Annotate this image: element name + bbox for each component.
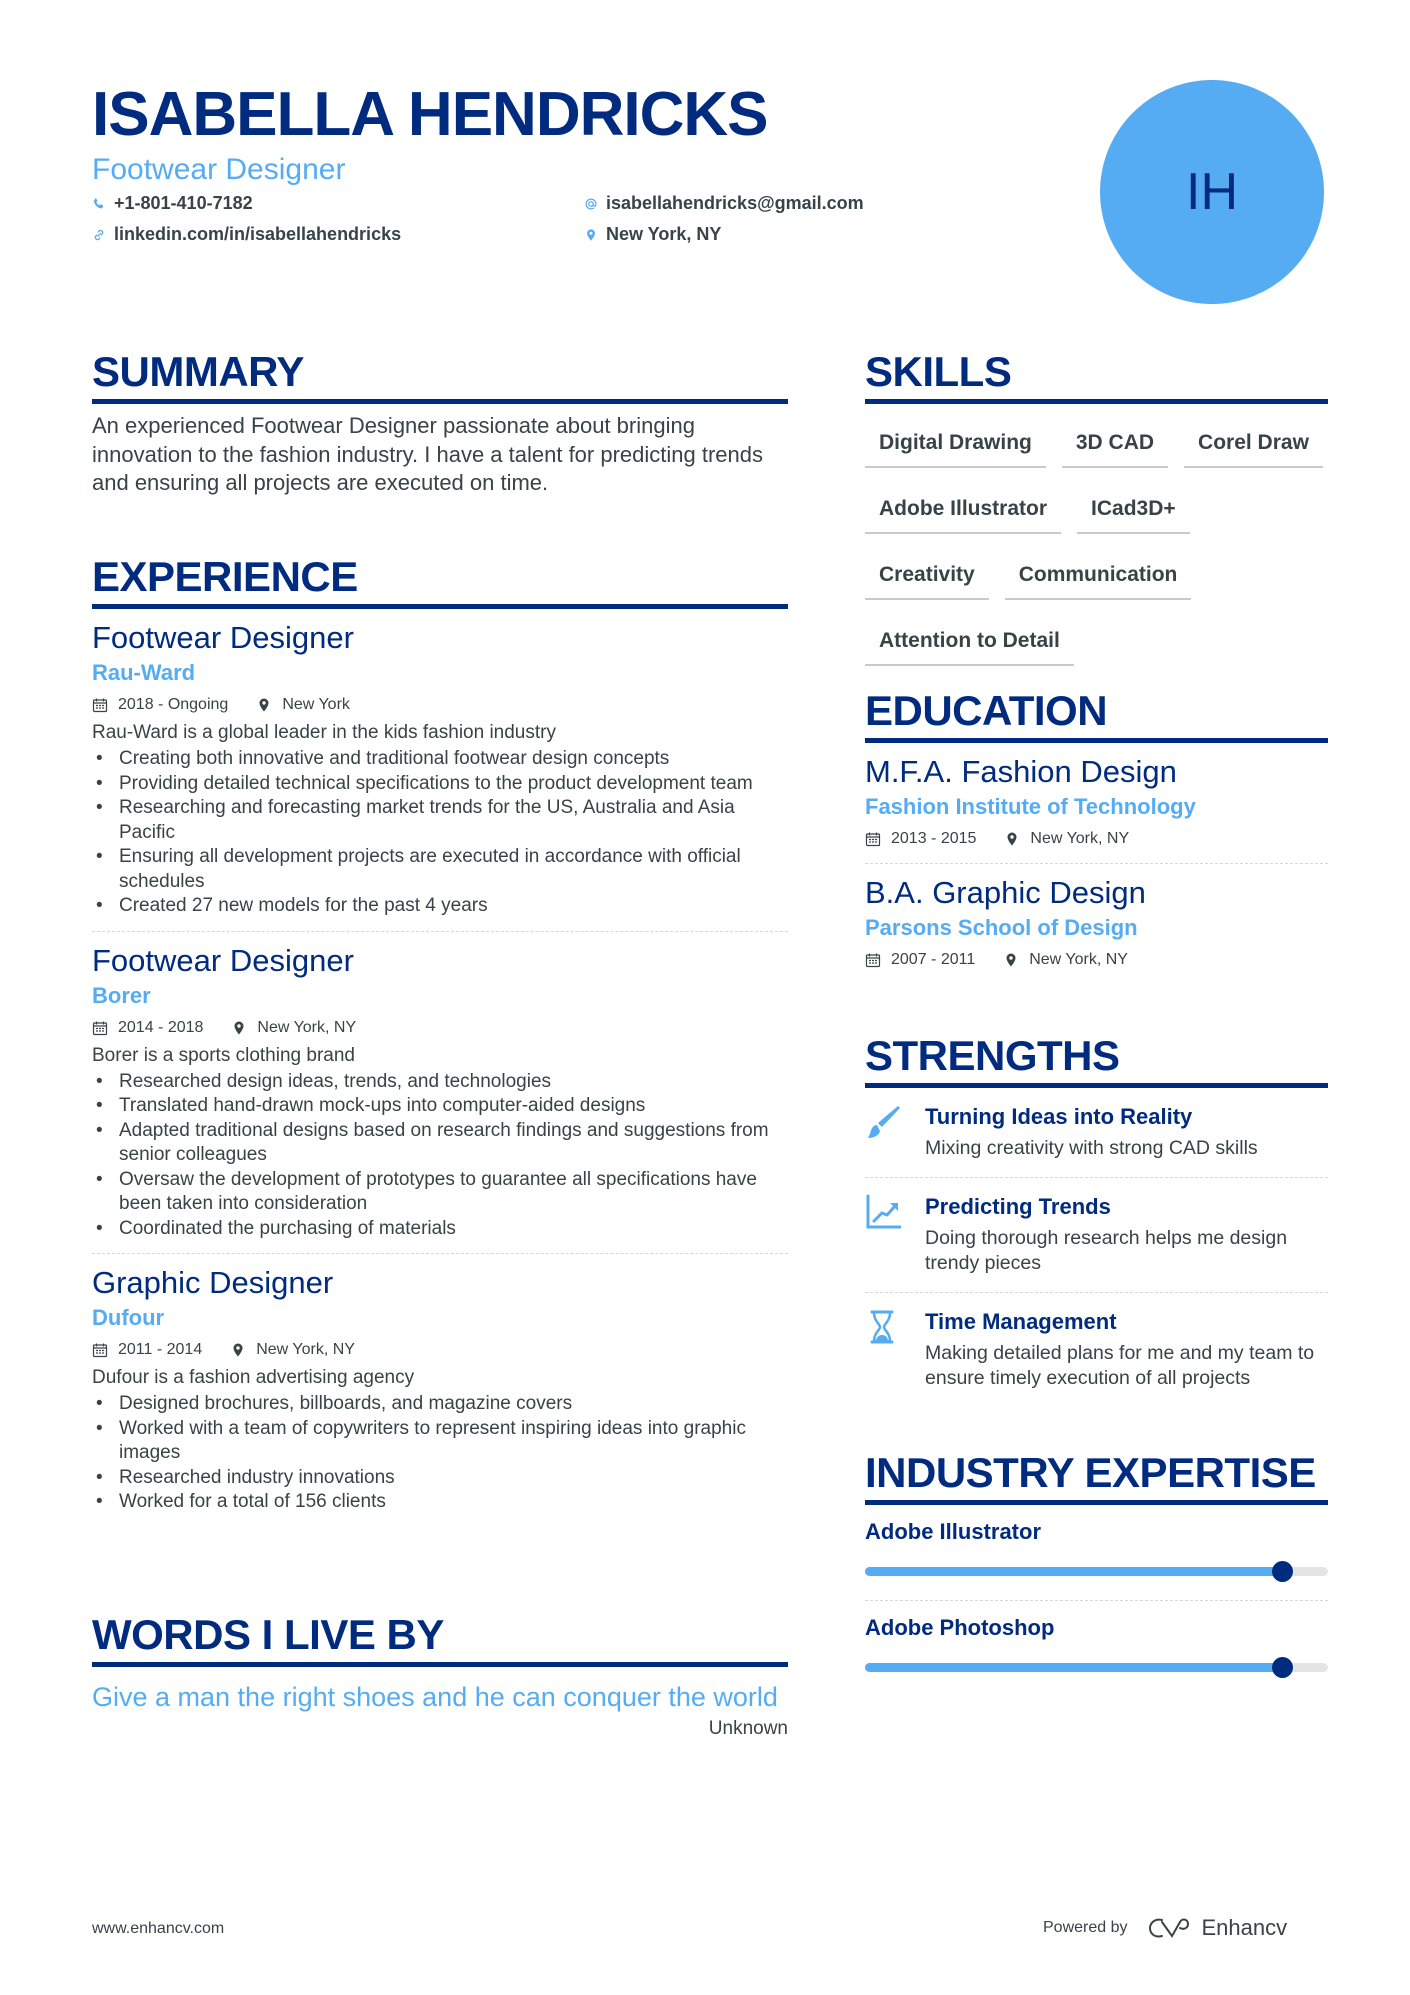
hourglass-icon [865, 1309, 901, 1345]
skill-tag: Corel Draw [1184, 422, 1323, 468]
skill-tag: Adobe Illustrator [865, 488, 1061, 534]
edu-dates: 2013 - 2015 [891, 830, 977, 847]
job-title: Footwear Designer [92, 942, 354, 978]
job-bullet: • Creating both innovative and traditional footwear design concepts [92, 747, 788, 772]
at-icon [584, 197, 598, 211]
edu-location: New York, NY [1029, 951, 1128, 968]
edu-school: Parsons School of Design [865, 915, 1138, 940]
edu-meta [865, 946, 1328, 974]
education-section [865, 686, 1328, 984]
edu-degree: B.A. Graphic Design [865, 875, 1146, 910]
words-section [92, 1610, 788, 1743]
expertise-item [865, 1601, 1328, 1696]
skills-list [865, 404, 1328, 686]
strength-item [865, 1178, 1328, 1293]
calendar-icon [865, 952, 881, 968]
enhancv-logo[interactable] [1148, 1915, 1288, 1941]
job-company: Dufour [92, 1305, 165, 1330]
footer-powered-by [1043, 1915, 1287, 1941]
job-dates: 2011 - 2014 [118, 1341, 203, 1358]
quote-text: Give a man the right shoes and he can conquer the world [92, 1682, 778, 1712]
job-bullet: • Designed brochures, billboards, and magazine covers [92, 1392, 788, 1417]
job-bullets [92, 747, 788, 919]
job-meta [92, 1014, 788, 1042]
job-bullets [92, 1070, 788, 1242]
contact-email[interactable] [584, 193, 864, 214]
job-meta [92, 691, 788, 719]
skill-tag: ICad3D+ [1077, 488, 1190, 534]
words-heading: WORDS I LIVE BY [92, 1610, 788, 1667]
calendar-icon [92, 1342, 108, 1358]
edu-location: New York, NY [1030, 830, 1130, 847]
expertise-bar-fill [865, 1663, 1282, 1672]
powered-by-label: Powered by [1043, 1919, 1128, 1936]
location-pin-icon [584, 228, 598, 242]
strength-title: Time Management [925, 1309, 1117, 1334]
job-bullet: • Researched design ideas, trends, and technologies [92, 1070, 788, 1095]
job-entry [92, 609, 788, 932]
job-bullet: • Researching and forecasting market trends for the US, Australia and Asia Pacific [92, 796, 788, 845]
education-heading: EDUCATION [865, 686, 1328, 743]
footer-website-link[interactable]: www.enhancv.com [92, 1920, 225, 1937]
location-pin-icon [256, 697, 272, 713]
skills-heading: SKILLS [865, 347, 1328, 404]
edu-school: Fashion Institute of Technology [865, 794, 1196, 819]
expertise-bar-fill [865, 1567, 1282, 1576]
skill-tag: Creativity [865, 554, 989, 600]
location-pin-icon [1003, 952, 1019, 968]
education-entry [865, 743, 1328, 864]
contact-linkedin[interactable] [92, 224, 401, 245]
avatar [1100, 80, 1324, 304]
email-text: isabellahendricks@gmail.com [606, 193, 864, 213]
link-icon [92, 228, 106, 242]
job-description: Borer is a sports clothing brand [92, 1044, 355, 1066]
expertise-heading: INDUSTRY EXPERTISE [865, 1448, 1328, 1505]
skill-tag: 3D CAD [1062, 422, 1168, 468]
expertise-bar [865, 1663, 1328, 1672]
edu-meta [865, 825, 1328, 853]
location-text: New York, NY [606, 224, 722, 244]
summary-section [92, 347, 788, 498]
strengths-heading: STRENGTHS [865, 1031, 1328, 1088]
experience-heading: EXPERIENCE [92, 552, 788, 609]
job-dates: 2018 - Ongoing [118, 696, 229, 713]
education-entry [865, 864, 1328, 984]
expertise-bar [865, 1567, 1328, 1576]
job-title: Footwear Designer [92, 620, 354, 655]
expertise-label: Adobe Photoshop [865, 1615, 1055, 1640]
brand-name: Enhancv [1201, 1915, 1288, 1940]
job-bullet: • Created 27 new models for the past 4 years [92, 894, 788, 919]
job-bullet: • Worked with a team of copywriters to represent inspiring ideas into graphic images [92, 1417, 788, 1466]
paintbrush-icon [865, 1104, 901, 1140]
strength-desc: Making detailed plans for me and my team to ensure timely execution of all projects [925, 1342, 1315, 1389]
job-bullet: • Coordinated the purchasing of materials [92, 1217, 788, 1242]
skill-tag: Digital Drawing [865, 422, 1046, 468]
skill-tag: Communication [1005, 554, 1192, 600]
expertise-bar-knob [1272, 1657, 1293, 1678]
quote-author: Unknown [708, 1718, 788, 1739]
summary-heading: SUMMARY [92, 347, 788, 404]
edu-dates: 2007 - 2011 [891, 951, 976, 968]
edu-degree: M.F.A. Fashion Design [865, 754, 1177, 789]
job-bullet: • Adapted traditional designs based on research findings and suggestions from senior colleagues [92, 1119, 788, 1168]
strengths-section [865, 1031, 1328, 1407]
strength-item [865, 1088, 1328, 1178]
calendar-icon [865, 831, 881, 847]
job-location: New York, NY [257, 1018, 357, 1036]
location-pin-icon [1004, 831, 1020, 847]
enhancv-logo-icon [1148, 1916, 1194, 1940]
experience-section [92, 552, 788, 1527]
phone-text: +1-801-410-7182 [114, 193, 253, 213]
job-bullet: • Worked for a total of 156 clients [92, 1490, 788, 1515]
job-meta [92, 1336, 788, 1364]
job-location: New York [282, 696, 350, 713]
job-company: Rau-Ward [92, 660, 196, 685]
job-bullet: • Ensuring all development projects are executed in accordance with official schedules [92, 845, 788, 894]
candidate-title: Footwear Designer [92, 153, 346, 186]
summary-text: An experienced Footwear Designer passionate about bringing innovation to the fashion industry. I have a talent for predicting trends and ensuring all projects are executed on time. [92, 413, 763, 495]
location-pin-icon [231, 1020, 247, 1036]
job-dates: 2014 - 2018 [118, 1018, 204, 1036]
strength-desc: Mixing creativity with strong CAD skills [925, 1137, 1258, 1159]
expertise-bar-knob [1272, 1561, 1293, 1582]
contact-location [584, 224, 721, 245]
skill-tag: Attention to Detail [865, 620, 1074, 666]
calendar-icon [92, 697, 108, 713]
job-entry [92, 1254, 788, 1527]
expertise-section [865, 1448, 1328, 1696]
location-pin-icon [230, 1342, 246, 1358]
linkedin-text: linkedin.com/in/isabellahendricks [114, 224, 402, 244]
strength-desc: Doing thorough research helps me design trendy pieces [925, 1227, 1288, 1274]
job-description: Rau-Ward is a global leader in the kids fashion industry [92, 722, 556, 743]
strength-title: Predicting Trends [925, 1194, 1111, 1219]
job-bullet: • Oversaw the development of prototypes to guarantee all specifications have been taken into consideration [92, 1168, 788, 1217]
trend-chart-icon [865, 1194, 901, 1230]
job-bullet: • Researched industry innovations [92, 1466, 788, 1491]
job-location: New York, NY [256, 1341, 355, 1358]
job-bullet: • Translated hand-drawn mock-ups into computer-aided designs [92, 1094, 788, 1119]
job-description: Dufour is a fashion advertising agency [92, 1367, 415, 1388]
expertise-label: Adobe Illustrator [865, 1519, 1042, 1544]
job-bullet: • Providing detailed technical specifications to the product development team [92, 772, 788, 797]
strength-item [865, 1293, 1328, 1407]
contact-phone[interactable] [92, 193, 253, 214]
candidate-name: ISABELLA HENDRICKS [92, 80, 768, 149]
job-company: Borer [92, 982, 151, 1008]
job-title: Graphic Designer [92, 1265, 334, 1300]
calendar-icon [92, 1020, 108, 1036]
expertise-item [865, 1505, 1328, 1601]
job-entry [92, 932, 788, 1255]
avatar-initials: IH [1186, 163, 1238, 221]
strength-title: Turning Ideas into Reality [925, 1104, 1193, 1129]
skills-section [865, 347, 1328, 686]
job-bullets [92, 1392, 788, 1515]
phone-icon [92, 197, 106, 211]
